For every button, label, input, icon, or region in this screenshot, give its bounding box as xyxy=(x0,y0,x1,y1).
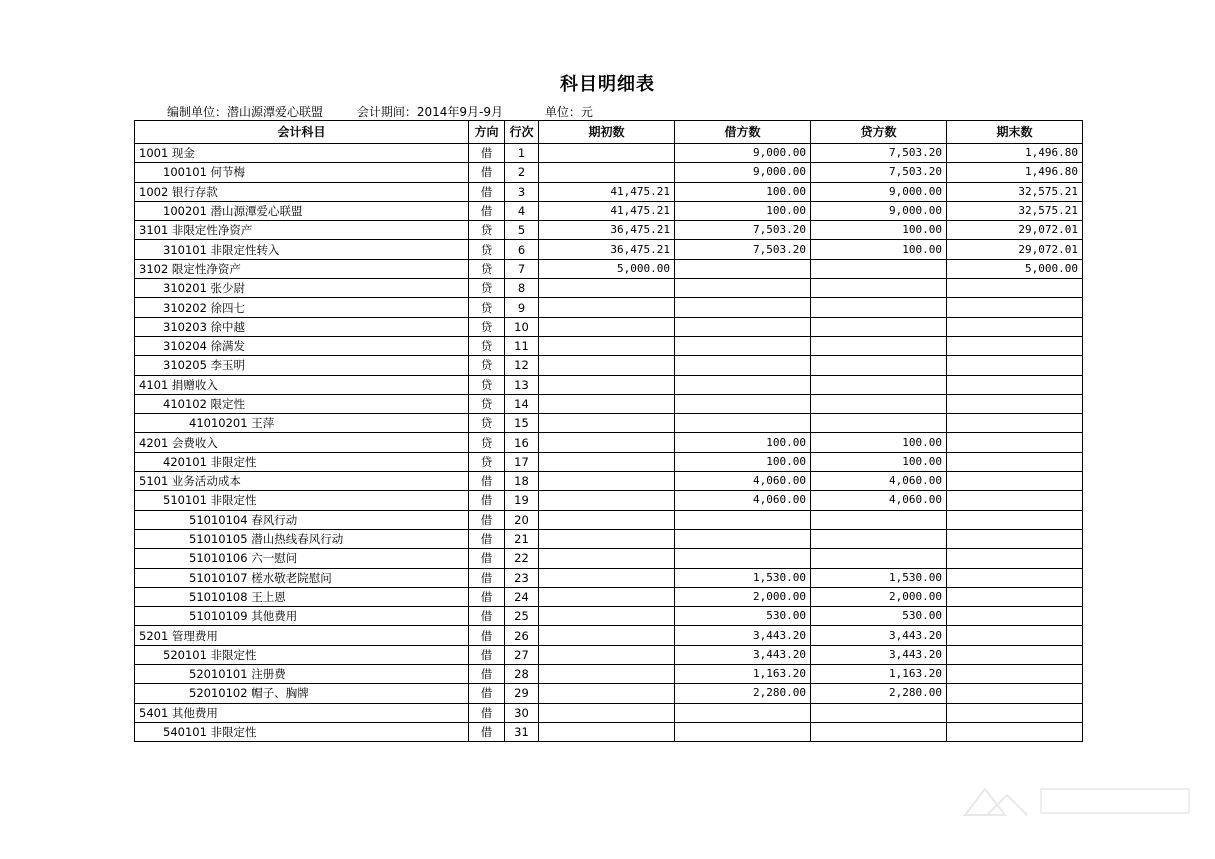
cell-debit: 100.00 xyxy=(675,182,811,201)
table-row xyxy=(135,703,1083,722)
cell-subject: 540101 非限定性 xyxy=(135,722,469,741)
cell-direction: 贷 xyxy=(469,298,505,317)
cell-direction: 贷 xyxy=(469,452,505,471)
report-title: 科目明细表 xyxy=(560,74,655,95)
cell-closing xyxy=(947,317,1083,336)
cell-line-no: 29 xyxy=(505,684,539,703)
watermark-logo-icon xyxy=(957,775,1197,825)
cell-credit xyxy=(811,356,947,375)
cell-line-no: 12 xyxy=(505,356,539,375)
cell-line-no: 20 xyxy=(505,510,539,529)
cell-debit xyxy=(675,317,811,336)
table-row xyxy=(135,549,1083,568)
cell-closing xyxy=(947,472,1083,491)
col-header-direction: 方向 xyxy=(469,121,505,144)
cell-direction: 借 xyxy=(469,163,505,182)
cell-opening xyxy=(539,722,675,741)
cell-subject: 3101 非限定性净资产 xyxy=(135,221,469,240)
cell-closing: 29,072.01 xyxy=(947,240,1083,259)
cell-line-no: 8 xyxy=(505,279,539,298)
cell-closing xyxy=(947,356,1083,375)
cell-line-no: 7 xyxy=(505,259,539,278)
cell-subject: 310203 徐中越 xyxy=(135,317,469,336)
cell-credit xyxy=(811,279,947,298)
cell-subject: 310204 徐满发 xyxy=(135,336,469,355)
cell-line-no: 4 xyxy=(505,201,539,220)
cell-credit: 9,000.00 xyxy=(811,182,947,201)
cell-opening xyxy=(539,433,675,452)
table-row xyxy=(135,201,1083,220)
cell-opening xyxy=(539,472,675,491)
cell-opening xyxy=(539,549,675,568)
table-row xyxy=(135,279,1083,298)
cell-credit: 100.00 xyxy=(811,240,947,259)
cell-subject: 5101 业务活动成本 xyxy=(135,472,469,491)
cell-subject: 520101 非限定性 xyxy=(135,645,469,664)
cell-opening xyxy=(539,665,675,684)
cell-opening xyxy=(539,607,675,626)
cell-subject: 51010108 王上恩 xyxy=(135,587,469,606)
cell-direction: 贷 xyxy=(469,240,505,259)
cell-credit: 4,060.00 xyxy=(811,491,947,510)
table-row xyxy=(135,414,1083,433)
cell-debit: 100.00 xyxy=(675,201,811,220)
cell-direction: 借 xyxy=(469,645,505,664)
cell-line-no: 1 xyxy=(505,144,539,163)
accounting-period: 会计期间：2014年9月-9月 xyxy=(356,105,503,119)
table-row xyxy=(135,626,1083,645)
cell-direction: 贷 xyxy=(469,221,505,240)
compiling-unit: 编制单位：潜山源潭爱心联盟 xyxy=(167,105,324,119)
cell-credit xyxy=(811,510,947,529)
cell-direction: 贷 xyxy=(469,259,505,278)
table-row xyxy=(135,607,1083,626)
cell-credit: 100.00 xyxy=(811,452,947,471)
cell-direction: 借 xyxy=(469,182,505,201)
currency-unit: 单位：元 xyxy=(544,105,593,119)
cell-line-no: 18 xyxy=(505,472,539,491)
cell-subject: 510101 非限定性 xyxy=(135,491,469,510)
cell-closing xyxy=(947,510,1083,529)
cell-debit: 1,530.00 xyxy=(675,568,811,587)
report-meta xyxy=(137,103,593,120)
cell-direction: 借 xyxy=(469,529,505,548)
cell-closing xyxy=(947,722,1083,741)
cell-direction: 贷 xyxy=(469,394,505,413)
cell-subject: 41010201 王萍 xyxy=(135,414,469,433)
cell-line-no: 31 xyxy=(505,722,539,741)
cell-subject: 5401 其他费用 xyxy=(135,703,469,722)
cell-subject: 4201 会费收入 xyxy=(135,433,469,452)
cell-debit: 9,000.00 xyxy=(675,163,811,182)
cell-line-no: 17 xyxy=(505,452,539,471)
cell-closing xyxy=(947,433,1083,452)
cell-subject: 4101 捐赠收入 xyxy=(135,375,469,394)
cell-credit xyxy=(811,549,947,568)
cell-subject: 52010102 帽子、胸牌 xyxy=(135,684,469,703)
table-row xyxy=(135,665,1083,684)
cell-direction: 借 xyxy=(469,607,505,626)
cell-credit: 2,280.00 xyxy=(811,684,947,703)
cell-opening xyxy=(539,317,675,336)
cell-opening xyxy=(539,163,675,182)
table-row xyxy=(135,144,1083,163)
cell-closing xyxy=(947,394,1083,413)
cell-opening xyxy=(539,356,675,375)
cell-subject: 51010105 潜山热线春风行动 xyxy=(135,529,469,548)
cell-line-no: 10 xyxy=(505,317,539,336)
cell-debit: 3,443.20 xyxy=(675,626,811,645)
cell-opening xyxy=(539,144,675,163)
cell-credit: 7,503.20 xyxy=(811,144,947,163)
cell-closing xyxy=(947,491,1083,510)
cell-closing xyxy=(947,336,1083,355)
cell-credit: 9,000.00 xyxy=(811,201,947,220)
cell-closing xyxy=(947,375,1083,394)
cell-opening xyxy=(539,452,675,471)
cell-closing xyxy=(947,414,1083,433)
cell-direction: 借 xyxy=(469,510,505,529)
table-row xyxy=(135,472,1083,491)
cell-credit: 100.00 xyxy=(811,433,947,452)
cell-subject: 310201 张少尉 xyxy=(135,279,469,298)
cell-subject: 420101 非限定性 xyxy=(135,452,469,471)
cell-subject: 51010107 槎水敬老院慰问 xyxy=(135,568,469,587)
cell-line-no: 15 xyxy=(505,414,539,433)
cell-debit: 100.00 xyxy=(675,433,811,452)
cell-opening xyxy=(539,394,675,413)
cell-closing xyxy=(947,703,1083,722)
cell-debit: 4,060.00 xyxy=(675,491,811,510)
table-row xyxy=(135,394,1083,413)
cell-line-no: 26 xyxy=(505,626,539,645)
cell-opening xyxy=(539,279,675,298)
table-row xyxy=(135,587,1083,606)
cell-direction: 借 xyxy=(469,684,505,703)
table-row xyxy=(135,356,1083,375)
cell-opening: 41,475.21 xyxy=(539,201,675,220)
cell-credit: 100.00 xyxy=(811,221,947,240)
table-row xyxy=(135,645,1083,664)
cell-opening xyxy=(539,703,675,722)
cell-credit: 3,443.20 xyxy=(811,626,947,645)
cell-direction: 贷 xyxy=(469,375,505,394)
cell-closing xyxy=(947,665,1083,684)
cell-closing xyxy=(947,587,1083,606)
cell-debit xyxy=(675,703,811,722)
table-header-row xyxy=(135,121,1083,144)
cell-closing xyxy=(947,645,1083,664)
cell-line-no: 23 xyxy=(505,568,539,587)
cell-subject: 1001 现金 xyxy=(135,144,469,163)
cell-credit xyxy=(811,529,947,548)
cell-debit: 2,000.00 xyxy=(675,587,811,606)
cell-line-no: 3 xyxy=(505,182,539,201)
cell-subject: 100201 潜山源潭爱心联盟 xyxy=(135,201,469,220)
table-row xyxy=(135,375,1083,394)
cell-opening xyxy=(539,510,675,529)
cell-credit: 4,060.00 xyxy=(811,472,947,491)
cell-credit xyxy=(811,703,947,722)
cell-line-no: 25 xyxy=(505,607,539,626)
cell-opening xyxy=(539,491,675,510)
cell-line-no: 19 xyxy=(505,491,539,510)
table-row xyxy=(135,529,1083,548)
cell-direction: 借 xyxy=(469,626,505,645)
cell-line-no: 6 xyxy=(505,240,539,259)
cell-credit: 2,000.00 xyxy=(811,587,947,606)
cell-opening xyxy=(539,336,675,355)
cell-debit xyxy=(675,259,811,278)
cell-closing: 29,072.01 xyxy=(947,221,1083,240)
table-row xyxy=(135,259,1083,278)
col-header-closing: 期末数 xyxy=(947,121,1083,144)
cell-closing xyxy=(947,607,1083,626)
cell-direction: 借 xyxy=(469,144,505,163)
cell-line-no: 24 xyxy=(505,587,539,606)
cell-direction: 借 xyxy=(469,549,505,568)
cell-line-no: 11 xyxy=(505,336,539,355)
cell-credit xyxy=(811,259,947,278)
cell-debit xyxy=(675,298,811,317)
col-header-opening: 期初数 xyxy=(539,121,675,144)
cell-closing: 32,575.21 xyxy=(947,201,1083,220)
cell-subject: 1002 银行存款 xyxy=(135,182,469,201)
cell-debit: 7,503.20 xyxy=(675,240,811,259)
cell-subject: 5201 管理费用 xyxy=(135,626,469,645)
table-row xyxy=(135,221,1083,240)
table-row xyxy=(135,336,1083,355)
cell-line-no: 2 xyxy=(505,163,539,182)
table-row xyxy=(135,491,1083,510)
cell-line-no: 30 xyxy=(505,703,539,722)
cell-opening xyxy=(539,375,675,394)
cell-direction: 借 xyxy=(469,201,505,220)
cell-debit: 2,280.00 xyxy=(675,684,811,703)
cell-debit xyxy=(675,529,811,548)
cell-credit xyxy=(811,336,947,355)
cell-line-no: 14 xyxy=(505,394,539,413)
cell-debit xyxy=(675,394,811,413)
cell-closing xyxy=(947,298,1083,317)
cell-direction: 借 xyxy=(469,491,505,510)
cell-direction: 借 xyxy=(469,665,505,684)
ledger-table xyxy=(134,120,1083,742)
cell-opening xyxy=(539,684,675,703)
cell-subject: 310101 非限定性转入 xyxy=(135,240,469,259)
cell-debit xyxy=(675,414,811,433)
cell-line-no: 9 xyxy=(505,298,539,317)
col-header-debit: 借方数 xyxy=(675,121,811,144)
cell-line-no: 13 xyxy=(505,375,539,394)
cell-credit: 3,443.20 xyxy=(811,645,947,664)
cell-closing: 1,496.80 xyxy=(947,163,1083,182)
cell-opening xyxy=(539,626,675,645)
table-row xyxy=(135,298,1083,317)
cell-direction: 贷 xyxy=(469,414,505,433)
cell-debit: 530.00 xyxy=(675,607,811,626)
cell-opening xyxy=(539,645,675,664)
cell-opening xyxy=(539,529,675,548)
cell-debit xyxy=(675,549,811,568)
table-row xyxy=(135,568,1083,587)
cell-subject: 410102 限定性 xyxy=(135,394,469,413)
cell-direction: 贷 xyxy=(469,433,505,452)
cell-subject: 51010106 六一慰问 xyxy=(135,549,469,568)
table-row xyxy=(135,317,1083,336)
cell-opening xyxy=(539,587,675,606)
cell-subject: 3102 限定性净资产 xyxy=(135,259,469,278)
cell-direction: 贷 xyxy=(469,356,505,375)
cell-credit xyxy=(811,317,947,336)
cell-debit: 3,443.20 xyxy=(675,645,811,664)
cell-subject: 51010109 其他费用 xyxy=(135,607,469,626)
cell-credit xyxy=(811,394,947,413)
table-row xyxy=(135,452,1083,471)
cell-debit: 9,000.00 xyxy=(675,144,811,163)
cell-opening: 36,475.21 xyxy=(539,221,675,240)
cell-credit xyxy=(811,298,947,317)
cell-debit xyxy=(675,375,811,394)
col-header-subject: 会计科目 xyxy=(135,121,469,144)
cell-debit xyxy=(675,356,811,375)
cell-debit xyxy=(675,510,811,529)
table-row xyxy=(135,182,1083,201)
cell-credit: 530.00 xyxy=(811,607,947,626)
cell-opening xyxy=(539,414,675,433)
cell-closing xyxy=(947,452,1083,471)
table-row xyxy=(135,163,1083,182)
cell-debit: 1,163.20 xyxy=(675,665,811,684)
cell-closing xyxy=(947,626,1083,645)
cell-subject: 52010101 注册费 xyxy=(135,665,469,684)
table-row xyxy=(135,510,1083,529)
cell-subject: 51010104 春风行动 xyxy=(135,510,469,529)
cell-line-no: 21 xyxy=(505,529,539,548)
cell-direction: 借 xyxy=(469,568,505,587)
col-header-line-no: 行次 xyxy=(505,121,539,144)
cell-credit: 1,163.20 xyxy=(811,665,947,684)
cell-credit: 7,503.20 xyxy=(811,163,947,182)
cell-closing xyxy=(947,568,1083,587)
cell-closing xyxy=(947,549,1083,568)
cell-line-no: 5 xyxy=(505,221,539,240)
cell-direction: 借 xyxy=(469,587,505,606)
cell-subject: 310202 徐四七 xyxy=(135,298,469,317)
table-row xyxy=(135,240,1083,259)
cell-closing xyxy=(947,529,1083,548)
table-row xyxy=(135,722,1083,741)
cell-subject: 310205 李玉明 xyxy=(135,356,469,375)
cell-credit xyxy=(811,722,947,741)
cell-direction: 贷 xyxy=(469,279,505,298)
cell-credit: 1,530.00 xyxy=(811,568,947,587)
cell-line-no: 22 xyxy=(505,549,539,568)
cell-debit xyxy=(675,279,811,298)
cell-direction: 贷 xyxy=(469,336,505,355)
cell-line-no: 28 xyxy=(505,665,539,684)
cell-debit: 4,060.00 xyxy=(675,472,811,491)
cell-opening xyxy=(539,568,675,587)
cell-opening: 41,475.21 xyxy=(539,182,675,201)
cell-opening xyxy=(539,298,675,317)
cell-closing: 5,000.00 xyxy=(947,259,1083,278)
cell-direction: 贷 xyxy=(469,317,505,336)
cell-closing xyxy=(947,684,1083,703)
table-row xyxy=(135,684,1083,703)
cell-debit xyxy=(675,722,811,741)
table-row xyxy=(135,433,1083,452)
cell-direction: 借 xyxy=(469,472,505,491)
cell-closing: 1,496.80 xyxy=(947,144,1083,163)
cell-opening: 36,475.21 xyxy=(539,240,675,259)
ledger-body xyxy=(135,144,1083,742)
cell-direction: 借 xyxy=(469,703,505,722)
cell-closing: 32,575.21 xyxy=(947,182,1083,201)
cell-line-no: 27 xyxy=(505,645,539,664)
cell-subject: 100101 何节梅 xyxy=(135,163,469,182)
cell-debit: 100.00 xyxy=(675,452,811,471)
cell-opening: 5,000.00 xyxy=(539,259,675,278)
cell-debit: 7,503.20 xyxy=(675,221,811,240)
cell-closing xyxy=(947,279,1083,298)
cell-credit xyxy=(811,375,947,394)
cell-line-no: 16 xyxy=(505,433,539,452)
cell-debit xyxy=(675,336,811,355)
cell-direction: 借 xyxy=(469,722,505,741)
col-header-credit: 贷方数 xyxy=(811,121,947,144)
cell-credit xyxy=(811,414,947,433)
